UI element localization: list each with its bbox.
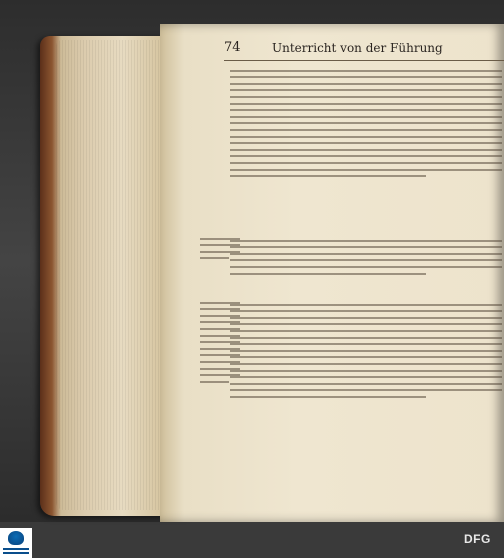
body-paragraph — [230, 66, 502, 234]
header-rule — [224, 60, 504, 61]
illegible-text-lines — [230, 66, 502, 234]
library-crest-icon — [8, 531, 24, 545]
book-page — [160, 24, 504, 522]
illegible-text-lines — [200, 298, 240, 424]
illegible-text-lines — [230, 300, 502, 450]
body-paragraph — [230, 236, 502, 298]
dfg-logo: DFG — [464, 532, 491, 546]
page-number: 74 — [224, 40, 241, 55]
illegible-text-lines — [230, 236, 502, 298]
library-logo — [0, 528, 32, 558]
margin-note — [200, 234, 240, 270]
library-logo-caption — [1, 547, 31, 557]
running-title: Unterricht von der Führung — [272, 41, 443, 55]
body-paragraph — [230, 300, 502, 450]
illegible-text-lines — [200, 234, 240, 270]
margin-note — [200, 298, 240, 424]
running-head — [224, 38, 494, 60]
